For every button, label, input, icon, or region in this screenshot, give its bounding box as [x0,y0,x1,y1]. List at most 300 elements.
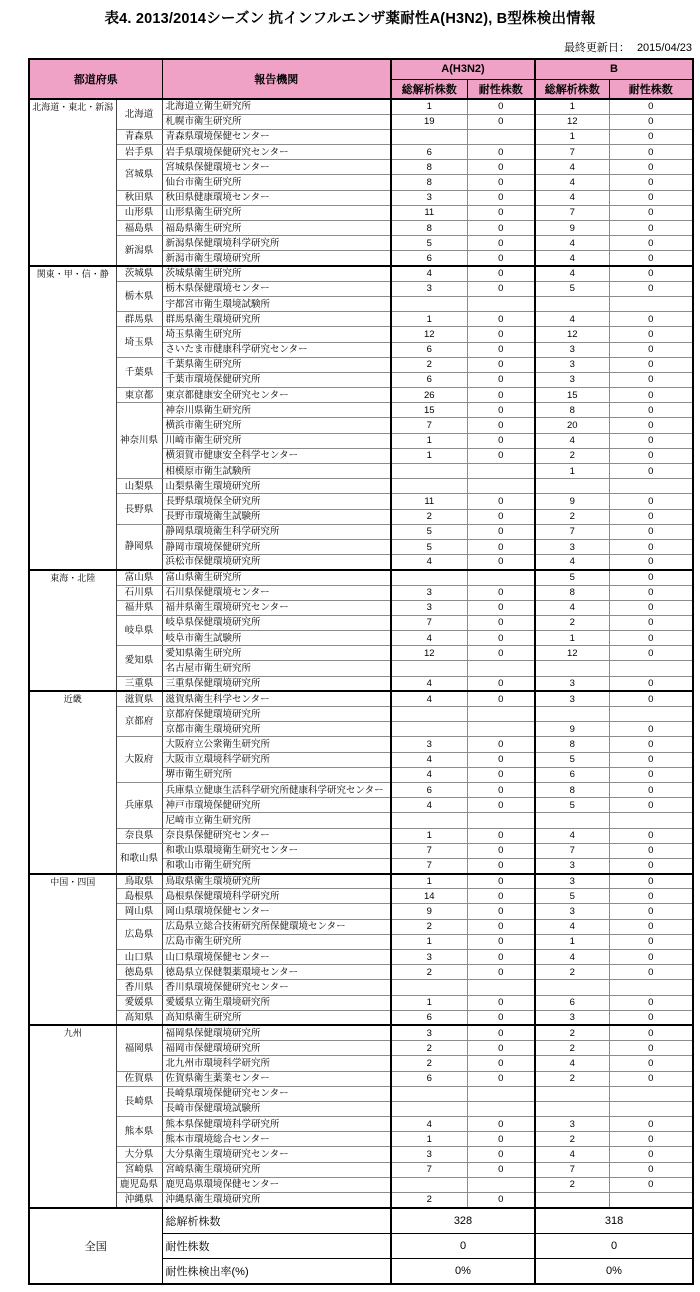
institution-name: 鳥取県衛生環境研究所 [162,874,391,889]
table-row [29,1193,693,1208]
institution-name: 沖縄県衛生環境研究所 [162,1193,391,1208]
a-total-value: 2 [391,1193,467,1208]
prefecture-label: 三重県 [116,676,162,691]
b-resistant-value: 0 [609,494,693,509]
col-header-group-a-h3n2: A(H3N2) [391,59,535,79]
a-resistant-value: 0 [467,1025,535,1040]
b-resistant-value: 0 [609,737,693,752]
b-resistant-value: 0 [609,843,693,858]
nation-label: 全国 [29,1208,162,1285]
a-total-value: 5 [391,539,467,554]
b-resistant-value: 0 [609,175,693,190]
institution-name: 大阪市立環境科学研究所 [162,752,391,767]
a-total-value [391,464,467,479]
a-total-value: 3 [391,585,467,600]
b-total-value: 7 [535,1162,609,1177]
institution-name: 宇都宮市衛生環境試験所 [162,296,391,311]
b-resistant-value: 0 [609,585,693,600]
region-label: 北海道・東北・新潟 [29,99,116,266]
institution-name: 岡山県環境保健センター [162,904,391,919]
b-total-value: 12 [535,114,609,129]
b-total-value: 4 [535,919,609,934]
table-row [29,950,693,965]
a-total-value: 1 [391,874,467,889]
institution-name: 名古屋市衛生研究所 [162,661,391,676]
a-resistant-value: 0 [467,767,535,782]
b-total-value: 3 [535,539,609,554]
b-resistant-value: 0 [609,1056,693,1071]
a-total-value: 4 [391,798,467,813]
institution-name: 三重県保健環境研究所 [162,676,391,691]
a-total-value [391,296,467,311]
a-resistant-value: 0 [467,1162,535,1177]
table-row [29,1086,693,1101]
summary-metric-label: 耐性株数 [162,1233,391,1259]
a-resistant-value: 0 [467,1010,535,1025]
institution-name: 大分県衛生環境研究センター [162,1147,391,1162]
a-total-value: 2 [391,965,467,980]
prefecture-label: 東京都 [116,388,162,403]
data-table [28,58,694,1285]
a-total-value: 12 [391,327,467,342]
summary-b-value: 0 [535,1233,693,1259]
institution-name: 埼玉県衛生研究所 [162,327,391,342]
a-resistant-value: 0 [467,448,535,463]
institution-name: 千葉県衛生研究所 [162,357,391,372]
summary-a-value: 0 [391,1233,535,1259]
b-resistant-value: 0 [609,1117,693,1132]
region-label: 近畿 [29,691,116,873]
b-resistant-value: 0 [609,570,693,585]
table-row [29,919,693,934]
table-row [29,524,693,539]
a-total-value: 4 [391,676,467,691]
col-header-group-b: B [535,59,693,79]
a-total-value: 26 [391,388,467,403]
b-total-value: 4 [535,1147,609,1162]
table-row [29,782,693,797]
a-total-value [391,129,467,144]
a-resistant-value: 0 [467,205,535,220]
prefecture-label: 秋田県 [116,190,162,205]
institution-name: 大阪府立公衆衛生研究所 [162,737,391,752]
institution-name: 石川県保健環境センター [162,585,391,600]
institution-name: 千葉市環境保健研究所 [162,372,391,387]
a-resistant-value: 0 [467,327,535,342]
region-label: 関東・甲・信・静 [29,266,116,570]
table-row [29,904,693,919]
a-resistant-value [467,464,535,479]
table-row [29,646,693,661]
b-resistant-value: 0 [609,722,693,737]
b-resistant-value: 0 [609,114,693,129]
a-resistant-value: 0 [467,737,535,752]
a-total-value: 6 [391,251,467,266]
b-resistant-value: 0 [609,221,693,236]
a-resistant-value [467,296,535,311]
a-total-value: 3 [391,281,467,296]
col-header-b-resistant: 耐性株数 [609,79,693,99]
table-row [29,965,693,980]
b-resistant-value [609,980,693,995]
a-total-value: 4 [391,691,467,706]
b-total-value: 4 [535,433,609,448]
table-row [29,327,693,342]
prefecture-label: 大分県 [116,1147,162,1162]
prefecture-label: 島根県 [116,889,162,904]
a-total-value: 3 [391,190,467,205]
table-row [29,980,693,995]
prefecture-label: 滋賀県 [116,691,162,706]
b-resistant-value: 0 [609,418,693,433]
b-total-value [535,479,609,494]
b-total-value: 6 [535,767,609,782]
a-resistant-value: 0 [467,190,535,205]
summary-b-value: 0% [535,1259,693,1285]
b-total-value: 4 [535,312,609,327]
a-resistant-value: 0 [467,99,535,114]
prefecture-label: 福井県 [116,600,162,615]
institution-name: 神奈川県衛生研究所 [162,403,391,418]
a-total-value: 12 [391,646,467,661]
b-total-value: 3 [535,372,609,387]
a-total-value [391,722,467,737]
institution-name: 北海道立衛生研究所 [162,99,391,114]
b-resistant-value: 0 [609,266,693,281]
a-resistant-value [467,722,535,737]
summary-row [29,1208,693,1234]
a-resistant-value: 0 [467,585,535,600]
a-resistant-value [467,1101,535,1116]
b-resistant-value: 0 [609,1041,693,1056]
summary-b-value: 318 [535,1208,693,1234]
table-row [29,479,693,494]
b-total-value [535,813,609,828]
institution-name: 北九州市環境科学研究所 [162,1056,391,1071]
institution-name: 栃木県保健環境センター [162,281,391,296]
col-header-b-total: 総解析株数 [535,79,609,99]
b-total-value: 3 [535,342,609,357]
prefecture-label: 千葉県 [116,357,162,387]
b-total-value: 3 [535,904,609,919]
b-resistant-value [609,1086,693,1101]
b-total-value: 3 [535,858,609,873]
table-row [29,1025,693,1040]
prefecture-label: 宮城県 [116,160,162,190]
b-resistant-value: 0 [609,1010,693,1025]
a-total-value: 1 [391,312,467,327]
prefecture-label: 兵庫県 [116,782,162,828]
a-total-value: 2 [391,1041,467,1056]
a-resistant-value: 0 [467,904,535,919]
a-resistant-value: 0 [467,691,535,706]
institution-name: 横浜市衛生研究所 [162,418,391,433]
institution-name: 群馬県衛生環境研究所 [162,312,391,327]
b-resistant-value: 0 [609,1071,693,1086]
b-total-value: 1 [535,464,609,479]
last-updated-label: 最終更新日： [563,42,630,54]
page-title: 表4. 2013/2014シーズン 抗インフルエンザ薬耐性A(H3N2), B型株検出情報 [104,11,596,27]
institution-name: 長崎市保健環境試験所 [162,1101,391,1116]
table-row [29,691,693,706]
a-total-value: 4 [391,1117,467,1132]
institution-name: 札幌市衛生研究所 [162,114,391,129]
a-total-value: 6 [391,372,467,387]
institution-name: 横須賀市健康安全科学センター [162,448,391,463]
b-total-value: 4 [535,190,609,205]
b-total-value: 2 [535,448,609,463]
a-total-value [391,813,467,828]
b-total-value: 4 [535,555,609,570]
b-resistant-value [609,661,693,676]
prefecture-label: 山梨県 [116,479,162,494]
prefecture-label: 大阪府 [116,737,162,783]
prefecture-label: 愛媛県 [116,995,162,1010]
a-total-value: 6 [391,782,467,797]
institution-name: 京都府保健環境研究所 [162,707,391,722]
institution-name: 岐阜市衛生試験所 [162,631,391,646]
b-total-value [535,1086,609,1101]
a-total-value: 1 [391,828,467,843]
table-row [29,874,693,889]
a-total-value: 2 [391,919,467,934]
a-total-value: 19 [391,114,467,129]
a-resistant-value: 0 [467,919,535,934]
b-resistant-value [609,296,693,311]
table-row [29,99,693,114]
a-resistant-value: 0 [467,388,535,403]
institution-name: 兵庫県立健康生活科学研究所健康科学研究センター [162,782,391,797]
table-row [29,1162,693,1177]
institution-name: 福岡市保健環境研究所 [162,1041,391,1056]
a-total-value: 7 [391,615,467,630]
b-total-value: 5 [535,752,609,767]
institution-name: 仙台市衛生研究所 [162,175,391,190]
b-resistant-value: 0 [609,448,693,463]
prefecture-label: 鳥取県 [116,874,162,889]
a-total-value [391,707,467,722]
a-resistant-value: 0 [467,175,535,190]
table-row [29,129,693,144]
table-row [29,236,693,251]
a-resistant-value: 0 [467,1071,535,1086]
a-total-value: 3 [391,737,467,752]
table-row [29,357,693,372]
prefecture-label: 神奈川県 [116,403,162,479]
b-resistant-value: 0 [609,464,693,479]
table-row [29,403,693,418]
a-resistant-value: 0 [467,251,535,266]
table-row [29,1117,693,1132]
institution-name: 秋田県健康環境センター [162,190,391,205]
a-resistant-value: 0 [467,631,535,646]
prefecture-label: 徳島県 [116,965,162,980]
b-resistant-value: 0 [609,1147,693,1162]
prefecture-label: 新潟県 [116,236,162,266]
b-resistant-value: 0 [609,555,693,570]
a-total-value: 8 [391,160,467,175]
b-total-value: 9 [535,722,609,737]
institution-name: 相模原市衛生試験所 [162,464,391,479]
a-resistant-value [467,707,535,722]
b-resistant-value: 0 [609,646,693,661]
a-total-value: 1 [391,448,467,463]
a-total-value: 2 [391,509,467,524]
a-total-value [391,661,467,676]
b-resistant-value: 0 [609,828,693,843]
a-total-value: 2 [391,357,467,372]
b-total-value: 2 [535,509,609,524]
b-total-value: 2 [535,615,609,630]
b-resistant-value: 0 [609,1162,693,1177]
a-total-value: 11 [391,205,467,220]
table-row [29,585,693,600]
b-total-value: 3 [535,676,609,691]
b-total-value: 3 [535,874,609,889]
a-total-value: 3 [391,1025,467,1040]
header-group-row [29,59,693,79]
a-resistant-value: 0 [467,281,535,296]
institution-name: 愛媛県立衛生環境研究所 [162,995,391,1010]
a-resistant-value: 0 [467,874,535,889]
institution-name: 広島市衛生研究所 [162,934,391,949]
prefecture-label: 福岡県 [116,1025,162,1071]
a-resistant-value: 0 [467,160,535,175]
a-resistant-value: 0 [467,524,535,539]
b-total-value: 5 [535,570,609,585]
table-row [29,190,693,205]
col-header-prefecture: 都道府県 [29,59,162,99]
institution-name: 徳島県立保健製薬環境センター [162,965,391,980]
a-resistant-value [467,661,535,676]
institution-name: 福島県衛生研究所 [162,221,391,236]
b-resistant-value: 0 [609,858,693,873]
institution-name: 岐阜県保健環境研究所 [162,615,391,630]
a-total-value: 6 [391,342,467,357]
a-resistant-value: 0 [467,889,535,904]
b-total-value: 5 [535,281,609,296]
a-resistant-value: 0 [467,433,535,448]
table-row [29,889,693,904]
table-row [29,600,693,615]
institution-name: 奈良県保健研究センター [162,828,391,843]
prefecture-label: 茨城県 [116,266,162,281]
b-resistant-value: 0 [609,798,693,813]
a-total-value: 2 [391,1056,467,1071]
b-total-value: 20 [535,418,609,433]
prefecture-label: 熊本県 [116,1117,162,1147]
prefecture-label: 宮崎県 [116,1162,162,1177]
b-total-value [535,1101,609,1116]
b-resistant-value [609,1193,693,1208]
a-total-value [391,980,467,995]
table-row [29,494,693,509]
institution-name: 熊本県保健環境科学研究所 [162,1117,391,1132]
a-resistant-value [467,1177,535,1192]
b-resistant-value: 0 [609,99,693,114]
a-resistant-value: 0 [467,1132,535,1147]
a-resistant-value: 0 [467,539,535,554]
a-resistant-value: 0 [467,221,535,236]
a-resistant-value: 0 [467,342,535,357]
institution-name: 岩手県環境保健研究センター [162,145,391,160]
a-total-value: 7 [391,843,467,858]
b-total-value: 3 [535,1010,609,1025]
a-total-value [391,1177,467,1192]
institution-name: 東京都健康安全研究センター [162,388,391,403]
institution-name: 尼崎市立衛生研究所 [162,813,391,828]
a-resistant-value: 0 [467,798,535,813]
col-header-institution: 報告機関 [162,59,391,99]
prefecture-label: 鹿児島県 [116,1177,162,1192]
col-header-a-resistant: 耐性株数 [467,79,535,99]
b-total-value: 8 [535,782,609,797]
b-resistant-value [609,1101,693,1116]
b-total-value: 7 [535,843,609,858]
b-resistant-value: 0 [609,1025,693,1040]
b-resistant-value: 0 [609,342,693,357]
a-resistant-value: 0 [467,1056,535,1071]
table-row [29,221,693,236]
a-total-value [391,1101,467,1116]
a-total-value: 7 [391,418,467,433]
institution-name: 新潟県保健環境科学研究所 [162,236,391,251]
b-resistant-value: 0 [609,388,693,403]
b-total-value: 2 [535,1071,609,1086]
institution-name: 佐賀県衛生薬業センター [162,1071,391,1086]
summary-metric-label: 総解析株数 [162,1208,391,1234]
table-row [29,615,693,630]
a-resistant-value: 0 [467,615,535,630]
b-total-value [535,296,609,311]
b-resistant-value: 0 [609,874,693,889]
institution-name: 堺市衛生研究所 [162,767,391,782]
a-total-value: 4 [391,266,467,281]
institution-name: 長崎県環境保健研究センター [162,1086,391,1101]
institution-name: 浜松市保健環境研究所 [162,555,391,570]
a-total-value: 4 [391,555,467,570]
a-total-value: 14 [391,889,467,904]
b-resistant-value: 0 [609,372,693,387]
a-total-value: 4 [391,752,467,767]
a-total-value: 6 [391,145,467,160]
b-resistant-value: 0 [609,919,693,934]
prefecture-label: 長崎県 [116,1086,162,1116]
b-resistant-value: 0 [609,190,693,205]
prefecture-label: 愛知県 [116,646,162,676]
institution-name: さいたま市健康科学研究センター [162,342,391,357]
institution-name: 長野市環境衛生試験所 [162,509,391,524]
b-resistant-value: 0 [609,433,693,448]
a-resistant-value: 0 [467,494,535,509]
a-resistant-value: 0 [467,965,535,980]
a-resistant-value: 0 [467,418,535,433]
prefecture-label: 香川県 [116,980,162,995]
a-resistant-value: 0 [467,950,535,965]
b-total-value: 4 [535,266,609,281]
b-resistant-value: 0 [609,327,693,342]
table-row [29,1147,693,1162]
prefecture-label: 群馬県 [116,312,162,327]
b-resistant-value: 0 [609,950,693,965]
b-resistant-value: 0 [609,752,693,767]
b-total-value: 7 [535,205,609,220]
institution-name: 富山県衛生研究所 [162,570,391,585]
b-total-value: 1 [535,99,609,114]
institution-name: 高知県衛生研究所 [162,1010,391,1025]
b-total-value: 8 [535,737,609,752]
a-total-value: 7 [391,858,467,873]
